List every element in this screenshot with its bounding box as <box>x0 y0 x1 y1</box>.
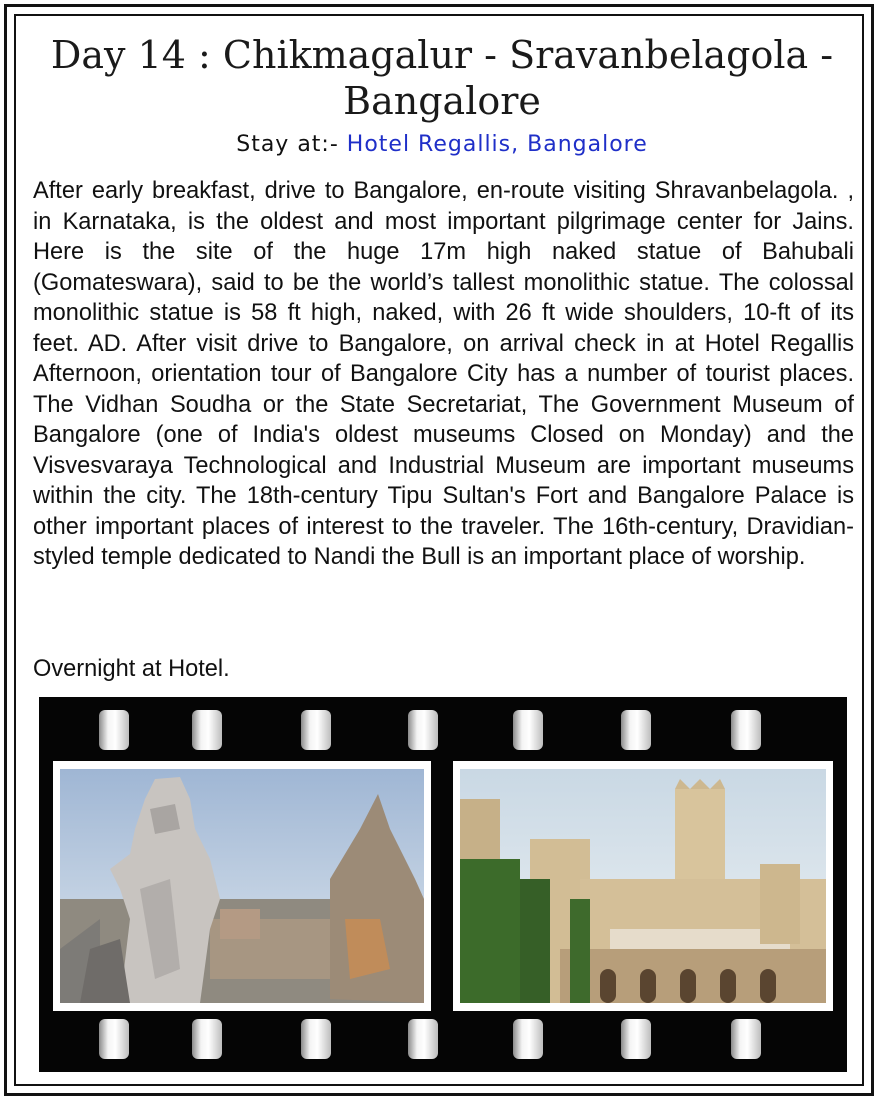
stay-line <box>20 132 864 157</box>
bangalore-palace-image <box>460 769 826 1003</box>
page-title: Day 14 : Chikmagalur - Sravanbelagola - Bangalore <box>50 33 834 123</box>
filmstrip-holes-top <box>39 710 847 754</box>
bahubali-statue-image <box>60 769 424 1003</box>
film-hole <box>408 710 438 750</box>
film-hole <box>99 1019 129 1059</box>
film-hole <box>513 1019 543 1059</box>
film-hole <box>301 1019 331 1059</box>
film-hole <box>621 1019 651 1059</box>
film-hole <box>99 710 129 750</box>
film-hole <box>731 710 761 750</box>
itinerary-description: After early breakfast, drive to Bangalore, en-route visiting Shravanbelagola. , in Karnataka, is the oldest and most important pilgrimage center for Jains. Here is the site of the huge 17m high naked statue of Bahubali (Gomateswara), said to be the world’s tallest monolithic statue. The colossal monolithic statue is 58 ft high, naked, with 26 ft wide shoulders, 10-ft of its feet. AD. After visit drive to Bangalore, on arrival check in at Hotel Regallis Afternoon, orientation tour of Bangalore City has a number of tourist places. The Vidhan Soudha or the State Secretariat, The Government Museum of Bangalore (one of India's oldest museums Closed on Monday) and the Visvesvaraya Technological and Industrial Museum are important museums within the city. The 18th-century Tipu Sultan's Fort and Bangalore Palace is other important places of interest to the traveler. The 16th-century, Dravidian-styled temple dedicated to Nandi the Bull is an important place of worship. <box>33 178 854 570</box>
film-hole <box>301 710 331 750</box>
stay-label: Stay at:- <box>236 132 347 157</box>
film-hole <box>513 710 543 750</box>
film-hole <box>192 710 222 750</box>
photo-bangalore-palace <box>453 761 833 1011</box>
film-hole <box>621 710 651 750</box>
film-hole <box>192 1019 222 1059</box>
filmstrip-holes-bottom <box>39 1019 847 1063</box>
hotel-name: Hotel Regallis, Bangalore <box>346 132 648 157</box>
photo-bahubali-statue <box>53 761 431 1011</box>
film-hole <box>731 1019 761 1059</box>
filmstrip-gallery <box>39 697 847 1072</box>
overnight-note: Overnight at Hotel. <box>33 656 230 682</box>
film-hole <box>408 1019 438 1059</box>
